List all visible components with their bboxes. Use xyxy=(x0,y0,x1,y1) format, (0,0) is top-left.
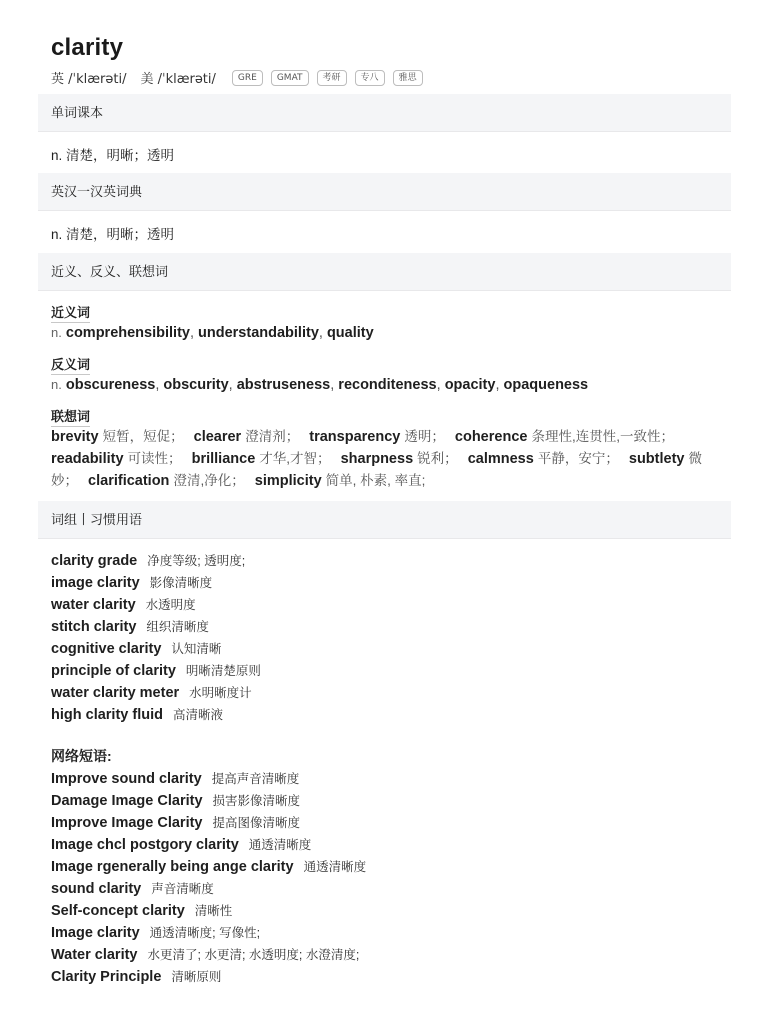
us-pronunciation[interactable] xyxy=(140,68,215,87)
association-item[interactable]: calmness 平静，安宁； xyxy=(467,451,619,467)
section-header-textbook[interactable]: 单词课本 xyxy=(38,94,731,132)
network-phrase-item[interactable]: Water clarity 水更清了; 水更清; 水透明度; 水澄清度; xyxy=(51,947,360,963)
network-phrase-item[interactable]: Image chcl postgory clarity 通透清晰度 xyxy=(51,837,312,853)
us-label: 美 xyxy=(140,72,154,87)
network-phrase-item[interactable]: Improve Image Clarity 提高图像清晰度 xyxy=(51,815,301,831)
tag-zhuanba: 专八 xyxy=(355,70,385,86)
section-header-related[interactable]: 近义、反义、联想词 xyxy=(38,253,731,291)
antonym-word[interactable]: opaqueness xyxy=(503,377,589,393)
association-item[interactable]: simplicity 简单, 朴素, 率直; xyxy=(254,473,426,489)
associations-block xyxy=(51,426,721,492)
antonym-word[interactable]: obscureness xyxy=(65,377,156,393)
section-header-dictionary[interactable]: 英汉一汉英词典 xyxy=(38,173,731,211)
association-item[interactable]: coherence 条理性,连贯性,一致性； xyxy=(454,429,674,445)
tag-gre: GRE xyxy=(232,70,263,86)
antonyms-pos: n. xyxy=(51,377,62,392)
us-ipa: /ˈklærəti/ xyxy=(157,72,216,87)
antonym-word[interactable]: opacity xyxy=(444,377,496,393)
uk-pronunciation[interactable] xyxy=(51,68,126,87)
phrase-item[interactable]: image clarity 影像清晰度 xyxy=(51,575,213,591)
network-phrase-list xyxy=(51,768,366,988)
textbook-definition: n. 清楚，明晰；透明 xyxy=(51,148,175,163)
association-item[interactable]: sharpness 锐利； xyxy=(340,451,458,467)
phrase-item[interactable]: water clarity 水透明度 xyxy=(51,597,196,613)
dictionary-definition: n. 清楚，明晰；透明 xyxy=(51,227,175,242)
synonyms-line: n. comprehensibility, understandability, quality xyxy=(51,325,374,341)
network-phrase-item[interactable]: Self-concept clarity 清晰性 xyxy=(51,903,233,919)
synonym-word[interactable]: comprehensibility xyxy=(65,325,190,341)
network-phrase-item[interactable]: sound clarity 声音清晰度 xyxy=(51,881,214,897)
tag-ielts: 雅思 xyxy=(393,70,423,86)
pronunciation-row xyxy=(51,68,431,87)
network-phrase-item[interactable]: Image clarity 通透清晰度; 写像性; xyxy=(51,925,261,941)
phrase-item[interactable]: cognitive clarity 认知清晰 xyxy=(51,641,222,657)
antonyms-line: n. obscureness, obscurity, abstruseness, reconditeness, opacity, opaqueness xyxy=(51,377,589,393)
synonyms-pos: n. xyxy=(51,325,62,340)
uk-ipa: /ˈklærəti/ xyxy=(68,72,127,87)
antonym-word[interactable]: abstruseness xyxy=(236,377,331,393)
uk-label: 英 xyxy=(51,72,65,87)
association-item[interactable]: clearer 澄清剂； xyxy=(193,429,300,445)
synonyms-label: 近义词 xyxy=(51,302,90,323)
association-item[interactable]: readability 可读性； xyxy=(51,451,182,467)
network-phrases-title: 网络短语: xyxy=(51,748,112,764)
association-item[interactable]: clarification 澄清,净化； xyxy=(88,473,245,489)
phrase-item[interactable]: high clarity fluid 高清晰液 xyxy=(51,707,223,723)
synonym-word[interactable]: quality xyxy=(326,325,374,341)
headword: clarity xyxy=(51,34,124,61)
association-item[interactable]: brilliance 才华,才智； xyxy=(191,451,331,467)
antonym-word[interactable]: obscurity xyxy=(163,377,229,393)
phrase-item[interactable]: principle of clarity 明晰清楚原则 xyxy=(51,663,261,679)
associations-label: 联想词 xyxy=(51,406,90,427)
phrase-item[interactable]: water clarity meter 水明晰度计 xyxy=(51,685,252,701)
association-item[interactable]: subtlety 微妙； xyxy=(51,451,702,488)
network-phrase-item[interactable]: Clarity Principle 清晰原则 xyxy=(51,969,222,985)
network-phrase-item[interactable]: Damage Image Clarity 损害影像清晰度 xyxy=(51,793,301,809)
antonyms-label: 反义词 xyxy=(51,354,90,375)
tag-kaoyan: 考研 xyxy=(317,70,347,86)
tag-gmat: GMAT xyxy=(271,70,309,86)
antonym-word[interactable]: reconditeness xyxy=(338,377,437,393)
section-header-phrases[interactable]: 词组丨习惯用语 xyxy=(38,501,731,539)
exam-tags xyxy=(232,70,431,86)
phrase-item[interactable]: stitch clarity 组织清晰度 xyxy=(51,619,209,635)
association-item[interactable]: brevity 短暂，短促； xyxy=(51,429,184,445)
association-item[interactable]: transparency 透明； xyxy=(309,429,445,445)
network-phrase-item[interactable]: Image rgenerally being ange clarity 通透清晰度 xyxy=(51,859,367,875)
synonym-word[interactable]: understandability xyxy=(198,325,319,341)
phrase-list xyxy=(51,550,261,726)
network-phrase-item[interactable]: Improve sound clarity 提高声音清晰度 xyxy=(51,771,300,787)
phrase-item[interactable]: clarity grade 净度等级; 透明度; xyxy=(51,553,246,569)
